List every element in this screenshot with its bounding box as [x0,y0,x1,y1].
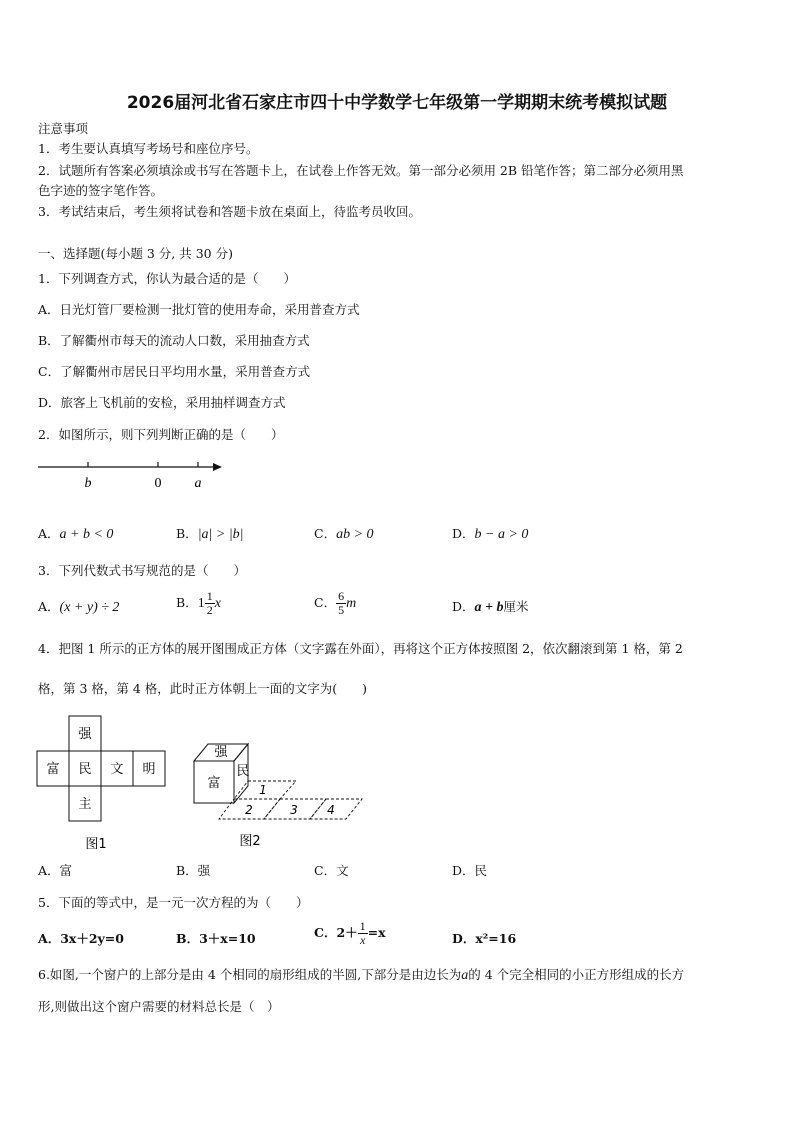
q3-option-c-fraction [336,590,346,617]
q6-var-a: a [461,968,469,983]
track-label-3: 3 [290,803,298,817]
q2-option-a-label: A． [38,526,60,541]
fraction-denominator: 5 [338,603,345,617]
notice-item-3: 3．考试结束后，考生须将试卷和答题卡放在桌面上，待监考员收回。 [38,204,421,219]
q3-option-b-label: B． [176,595,198,610]
net-text-bottom: 主 [78,797,92,812]
q6-line-1a: 6.如图,一个窗户的上部分是由 4 个相同的扇形组成的半圆,下部分是由边长为 [38,967,462,982]
net-text-center: 民 [78,762,92,777]
q3-option-d-expr: a + b [474,600,504,615]
q2-option-b-expr: |a| > |b| [197,527,244,542]
q1-stem: 1．下列调查方式，你认为最合适的是（ ） [38,271,296,286]
q1-option-d: D．旅客上飞机前的安检，采用抽样调查方式 [38,395,286,410]
q4-stem-1: 4．把图 1 所示的正方体的展开图围成正方体（文字露在外面），再将这个正方体按照图 2，依次翻滚到第 1 格，第 2 [38,641,683,656]
q3-option-b-whole: 1 [197,596,205,611]
cube-text-side: 民 [236,764,250,779]
q3-option-c-label: C． [314,595,337,610]
q2-option-b-label: B． [176,526,198,541]
q2-option-c-expr: ab > 0 [336,527,374,542]
q1-option-b: B．了解衢州市每天的流动人口数，采用抽查方式 [38,333,310,348]
q2-option-b [176,525,244,544]
notice-item-2b: 色字迹的签字笔作答。 [38,183,164,198]
notice-heading: 注意事项 [38,121,89,136]
q3-option-b-var: x [214,596,221,611]
q2-option-a [38,525,113,544]
fraction-numerator: 1 [359,919,366,933]
figure-2-caption: 图2 [239,834,261,849]
figure-2-rolling-cube [186,735,368,850]
net-text-top: 强 [78,727,92,742]
q1-option-a: A．日光灯管厂要检测一批灯管的使用寿命，采用普查方式 [38,302,360,317]
q2-option-d [452,525,528,544]
fraction-denominator: 2 [206,603,213,617]
q5-option-c [314,920,386,947]
q4-option-b: B．强 [176,863,211,878]
net-text-far-right: 明 [142,762,156,777]
net-text-left: 富 [46,762,60,777]
q3-option-d [452,598,529,617]
q2-option-d-label: D． [452,526,475,541]
q3-option-d-label: D． [452,599,475,614]
q3-option-a-label: A． [38,599,60,614]
cube-text-top: 强 [214,745,228,760]
q3-option-b [176,590,221,617]
q3-option-d-unit: 厘米 [503,599,529,614]
q3-option-a [38,598,119,617]
q6-line-1b: 的 4 个完全相同的小正方形组成的长方 [468,967,685,982]
track-label-1: 1 [259,783,267,797]
section-heading: 一、选择题(每小题 3 分, 共 30 分) [38,246,233,261]
fraction-numerator: 6 [338,589,345,603]
net-text-right: 文 [110,762,124,777]
track-label-2: 2 [245,803,253,817]
q5-stem: 5．下面的等式中，是一元一次方程的为（ ） [38,895,309,910]
q2-stem: 2．如图所示，则下列判断正确的是（ ） [38,427,284,442]
q6-line-2: 形,则做出这个窗户需要的材料总长是（ ） [38,999,280,1014]
label-b: b [84,476,92,491]
label-a: a [194,476,202,491]
q5-option-c-fraction [358,920,368,947]
q4-option-a: A．富 [38,863,73,878]
q5-option-b: B．3＋x=10 [176,931,256,946]
q4-stem-2: 格，第 3 格，第 4 格，此时正方体朝上一面的文字为( ) [38,681,368,696]
q4-option-d: D．民 [452,863,488,878]
q3-option-c-var: m [346,596,357,611]
q3-option-b-fraction [205,590,215,617]
cube-text-front: 富 [207,776,221,791]
q5-option-c-tail: =x [367,925,386,940]
q1-option-c: C．了解衢州市居民日平均用水量，采用普查方式 [38,364,311,379]
q5-option-a: A．3x＋2y=0 [38,931,124,946]
q5-option-d: D．x²=16 [452,931,517,946]
figure-1-cube-net [36,714,170,854]
q2-number-line [30,455,230,495]
track-label-4: 4 [327,803,335,817]
page-title: 2026届河北省石家庄市四十中学数学七年级第一学期期末统考模拟试题 [126,93,668,113]
q2-option-a-expr: a + b < 0 [59,527,114,542]
q3-option-c [314,590,356,617]
figure-1-caption: 图1 [85,837,107,852]
fraction-denominator: x [359,933,366,947]
track-cell-4 [310,799,362,819]
label-zero: 0 [154,476,162,491]
arrow-right-icon [213,463,222,471]
notice-item-2a: 2．试题所有答案必须填涂或书写在答题卡上，在试卷上作答无效。第一部分必须用 2B 铅笔作答；第二部分必须用黑 [38,163,684,178]
q5-option-c-label: C．2＋ [314,925,358,940]
q4-option-c: C．文 [314,863,349,878]
q6-line-1 [38,966,684,985]
notice-item-1: 1．考生要认真填写考场号和座位序号。 [38,141,259,156]
q2-option-c [314,525,374,544]
q2-option-d-expr: b − a > 0 [474,527,529,542]
q2-option-c-label: C． [314,526,337,541]
fraction-numerator: 1 [206,589,213,603]
q3-option-a-expr: (x + y) ÷ 2 [59,600,120,615]
q3-stem: 3．下列代数式书写规范的是（ ） [38,563,246,578]
